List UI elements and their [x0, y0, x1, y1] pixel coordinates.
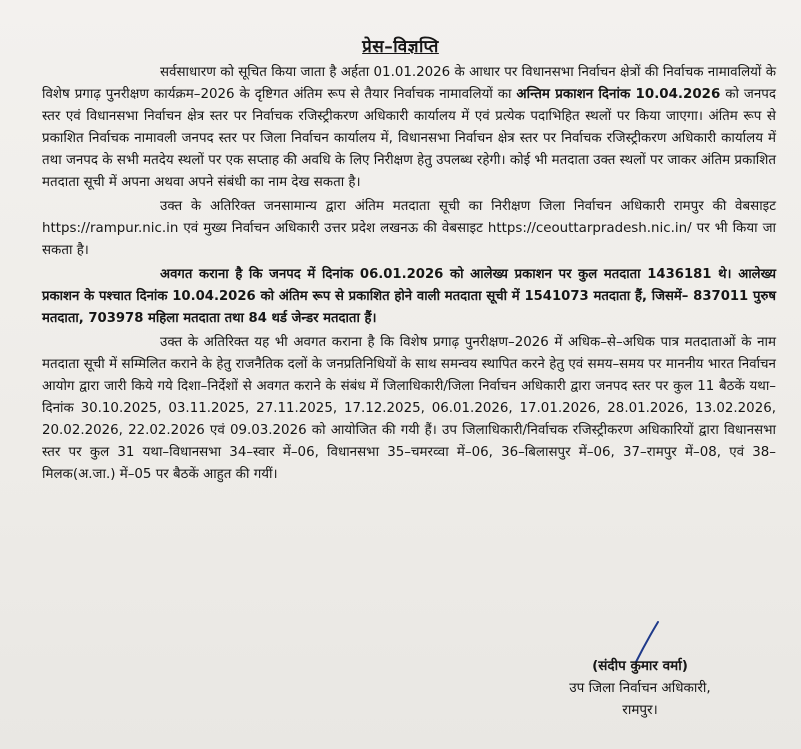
paragraph-final-publication [42, 62, 776, 194]
signature-block [520, 655, 760, 721]
paragraph-voter-counts: अवगत कराना है कि जनपद में दिनांक 06.01.2026 को आलेख्य प्रकाशन पर कुल मतदाता 1436181 थे। आलेख्य प्रकाशन के पश्चात दिनांक 10.04.2026 को अंतिम रूप से प्रकाशित होने वाली मतदाता सूची में 1541073 मतदाता हैं, जिसमें– 837011 पुरुष मतदाता, 703978 महिला मतदाता तथा 84 थर्ड जेन्डर मतदाता हैं। [42, 267, 776, 326]
paragraph-meetings: उक्त के अतिरिक्त यह भी अवगत कराना है कि विशेष प्रगाढ़ पुनरीक्षण–2026 में अधिक–से–अधिक पात्र मतदाताओं के नाम मतदाता सूची में सम्मिलित कराने के हेतु राजनैतिक दलों के जनप्रतिनिधियों के साथ समन्वय स्थापित करने हेतु एवं समय–समय पर माननीय भारत निर्वाचन आयोग द्वारा जारी किये गये दिशा–निर्देशों से अवगत कराने के संबंध में जिलाधिकारी/जिला निर्वाचन अधिकारी द्वारा जनपद स्तर पर कुल 11 बैठकें यथा–दिनांक 30.10.2025, 03.11.2025, 27.11.2025, 17.12.2025, 06.01.2026, 17.01.2026, 28.01.2026, 13.02.2026, 20.02.2026, 22.02.2026 एवं 09.03.2026 को आयोजित की गयी हैं। उप जिलाधिकारी/निर्वाचक रजिस्ट्रीकरण अधिकारियों द्वारा विधानसभा स्तर पर कुल 31 यथा–विधानसभा 34–स्वार में–06, विधानसभा 35–चमरव्वा में–06, 36–बिलासपुर में–06, 37–रामपुर में–08, एवं 38–मिलक(अ.जा.) में–05 पर बैठकें आहुत की गयीं। [42, 335, 776, 482]
officer-place: रामपुर। [622, 702, 658, 718]
paragraph-text: सर्वसाधारण को सूचित किया जाता है अर्हता 01.01.2026 के आधार पर विधानसभा निर्वाचन क्षेत्रों की निर्वाचक नामावलियों के विशेष प्रगाढ़ पुनरीक्षण कार्यक्रम–2026 के दृष्टिगत अंतिम रूप से तैयार निर्वाचक नामावलियों का [42, 65, 776, 102]
officer-name: (संदीप कुमार वर्मा) [592, 658, 688, 674]
final-publication-date: अन्तिम प्रकाशन दिनांक 10.04.2026 [516, 87, 721, 102]
paragraph-website-inspection: उक्त के अतिरिक्त जनसामान्य द्वारा अंतिम मतदाता सूची का निरीक्षण जिला निर्वाचन अधिकारी रामपुर की वेबसाइट https://rampur.nic.in एवं मुख्य निर्वाचन अधिकारी उत्तर प्रदेश लखनऊ की वेबसाइट https://ceouttarpradesh.nic.in/ पर भी किया जा सकता है। [42, 199, 776, 258]
officer-designation: उप जिला निर्वाचन अधिकारी, [569, 680, 711, 696]
document-body [42, 62, 776, 488]
page-title: प्रेस–विज्ञप्ति [362, 37, 439, 57]
paragraph-text: को जनपद स्तर एवं विधानसभा निर्वाचन क्षेत्र स्तर पर निर्वाचक रजिस्ट्रीकरण अधिकारी कार्यालय में एवं प्रत्येक पदाभिहित स्थलों पर किया जाएगा। अंतिम रूप से प्रकाशित निर्वाचक नामावली जनपद स्तर पर जिला निर्वाचन कार्यालय में, विधानसभा निर्वाचन क्षेत्र स्तर पर निर्वाचक रजिस्ट्रीकरण अधिकारी कार्यालय में तथा जनपद के सभी मतदेय स्थलों पर एक सप्ताह की अवधि के लिए निरीक्षण हेतु उपलब्ध रहेगी। कोई भी मतदाता उक्त स्थलों पर जाकर अंतिम प्रकाशित मतदाता सूची में अपना अथवा अपने संबंधी का नाम देख सकता है। [42, 87, 776, 190]
